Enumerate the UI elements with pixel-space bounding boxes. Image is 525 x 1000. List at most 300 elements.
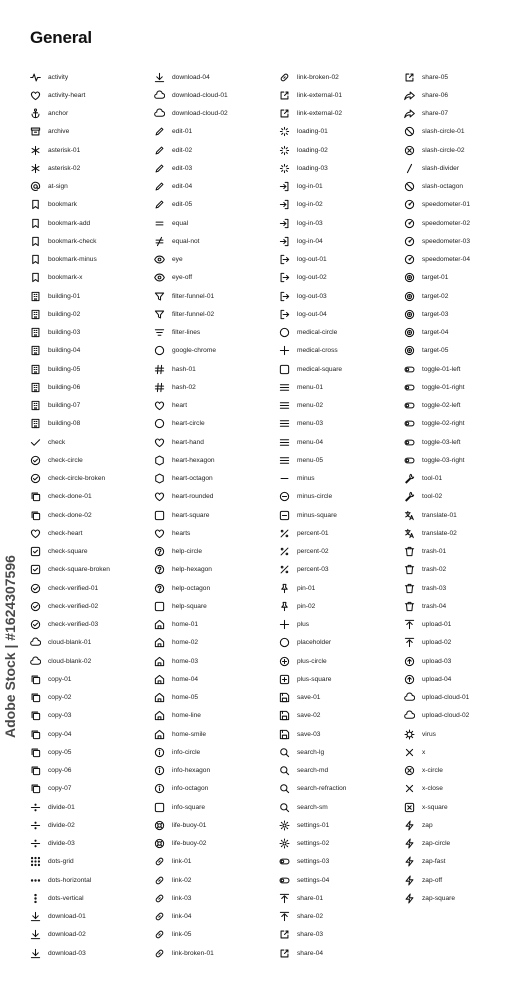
upload-circle-icon [404,674,415,685]
divide-icon [30,802,41,813]
plus-icon [279,345,290,356]
icon-entry [279,670,405,688]
icon-label: link-broken-01 [172,949,214,957]
help-icon [154,583,165,594]
buoy-icon [154,820,165,831]
icon-entry [30,232,156,250]
icon-entry [30,670,156,688]
link-icon [154,856,165,867]
home-icon [154,674,165,685]
activity-icon [30,72,41,83]
slash-circle-icon [404,181,415,192]
icon-entry [30,616,156,634]
square-icon [154,510,165,521]
icon-entry [404,269,525,287]
icon-label: target-04 [422,329,449,337]
icon-label: download-02 [48,931,86,939]
icon-label: speedometer-03 [422,237,471,245]
buoy-icon [154,838,165,849]
icon-label: check-verified-01 [48,584,99,592]
icon-label: life-buoy-01 [172,821,207,829]
icon-label: target-03 [422,310,449,318]
toggle-icon [279,875,290,886]
icon-entry [154,689,280,707]
icon-entry [404,324,525,342]
icon-entry [279,889,405,907]
building-icon [30,364,41,375]
minus-square-icon [279,510,290,521]
icon-label: tool-02 [422,493,443,501]
copy-icon [30,510,41,521]
percent-icon [279,528,290,539]
icon-entry [30,141,156,159]
icon-label: settings-03 [297,858,330,866]
icon-entry [279,543,405,561]
icon-entry [154,743,280,761]
icon-label: translate-02 [422,529,457,537]
icon-label: menu-01 [297,383,324,391]
icon-label: log-out-02 [297,274,327,282]
icon-entry [154,159,280,177]
search-icon [279,747,290,758]
icon-label: share-01 [297,894,324,902]
icon-column-2 [154,68,280,962]
icon-entry [279,506,405,524]
icon-entry [154,415,280,433]
icon-label: help-square [172,602,207,610]
icon-entry [404,816,525,834]
icon-entry [404,725,525,743]
icon-entry [154,725,280,743]
icon-label: zap-square [422,894,455,902]
icon-entry [30,689,156,707]
circle-icon [154,345,165,356]
icon-label: share-04 [297,949,324,957]
icon-label: search-sm [297,803,328,811]
translate-icon [404,510,415,521]
equal-not-icon [154,236,165,247]
icon-entry [30,506,156,524]
icon-entry [30,798,156,816]
trash-icon [404,601,415,612]
icon-label: trash-03 [422,584,447,592]
icon-label: target-05 [422,347,449,355]
icon-label: check-done-01 [48,493,92,501]
icon-label: link-04 [172,913,192,921]
icon-label: translate-01 [422,511,457,519]
equal-icon [154,218,165,229]
icon-label: copy-01 [48,675,72,683]
icon-entry [30,342,156,360]
icon-label: edit-05 [172,201,193,209]
upload-icon [279,911,290,922]
icon-label: speedometer-02 [422,219,471,227]
icon-entry [404,871,525,889]
icon-entry [404,616,525,634]
icon-label: bookmark-add [48,219,91,227]
x-icon [404,747,415,758]
minus-icon [279,473,290,484]
link-icon [279,72,290,83]
icon-entry [279,488,405,506]
icon-entry [279,305,405,323]
pencil-icon [154,126,165,137]
icon-label: check [48,438,66,446]
icon-entry [154,707,280,725]
icon-entry [154,944,280,962]
icon-label: info-circle [172,748,201,756]
icon-entry [154,68,280,86]
icon-entry [404,798,525,816]
icon-label: dots-horizontal [48,876,92,884]
icon-entry [279,196,405,214]
icon-entry [154,342,280,360]
dots-v-icon [30,893,41,904]
icon-label: heart-octagon [172,475,213,483]
icon-label: bookmark-check [48,237,97,245]
icon-entry [279,579,405,597]
icon-entry [404,415,525,433]
speed-icon [404,254,415,265]
icon-label: at-sign [48,183,68,191]
help-icon [154,564,165,575]
percent-icon [279,546,290,557]
home-icon [154,710,165,721]
icon-label: medical-circle [297,329,338,337]
icon-entry [154,196,280,214]
icon-label: cloud-blank-02 [48,657,92,665]
icon-label: log-in-01 [297,183,323,191]
icon-entry [154,561,280,579]
icon-entry [404,853,525,871]
icon-entry [404,743,525,761]
icon-entry [404,597,525,615]
share-icon [404,90,415,101]
icon-label: x-close [422,785,443,793]
icon-label: edit-03 [172,164,193,172]
icon-entry [279,269,405,287]
icon-label: home-smile [172,730,207,738]
building-icon [30,309,41,320]
icon-label: divide-01 [48,803,75,811]
icon-label: heart-square [172,511,210,519]
zap-icon [404,820,415,831]
icon-label: upload-cloud-01 [422,694,470,702]
icon-label: link-external-02 [297,110,343,118]
bookmark-icon [30,218,41,229]
check-circle-icon [30,583,41,594]
icon-label: speedometer-01 [422,201,471,209]
icon-entry [30,707,156,725]
cloud-icon [30,637,41,648]
icon-label: log-in-03 [297,219,323,227]
icon-label: zap-fast [422,858,446,866]
icon-entry [404,634,525,652]
icon-label: copy-04 [48,730,72,738]
icon-label: building-02 [48,310,81,318]
icon-entry [279,780,405,798]
icon-label: hash-02 [172,383,196,391]
save-icon [279,710,290,721]
copy-icon [30,765,41,776]
icon-entry [30,524,156,542]
building-icon [30,291,41,302]
icon-entry [404,652,525,670]
icon-entry [279,214,405,232]
check-circle-icon [30,601,41,612]
icon-entry [279,68,405,86]
icon-label: virus [422,730,436,738]
speed-icon [404,218,415,229]
icon-label: log-in-04 [297,237,323,245]
copy-icon [30,491,41,502]
icon-entry [30,378,156,396]
home-icon [154,729,165,740]
pin-icon [279,601,290,612]
icon-label: download-04 [172,73,210,81]
icon-entry [279,178,405,196]
icon-entry [279,86,405,104]
icon-entry [404,524,525,542]
icon-entry [279,853,405,871]
icon-label: save-01 [297,694,321,702]
icon-entry [30,944,156,962]
square-icon [154,802,165,813]
icon-label: google-chrome [172,347,216,355]
stock-watermark: Adobe Stock | #1624307596 [2,555,18,738]
icon-label: home-02 [172,639,199,647]
pencil-icon [154,199,165,210]
help-icon [154,546,165,557]
icon-label: minus [297,475,315,483]
x-square-icon [404,802,415,813]
copy-icon [30,783,41,794]
icon-label: slash-circle-01 [422,128,465,136]
icon-label: check-square-broken [48,566,110,574]
icon-entry [279,360,405,378]
icon-entry [30,488,156,506]
search-icon [279,802,290,813]
icon-entry [279,762,405,780]
icon-entry [279,378,405,396]
hexagon-icon [154,455,165,466]
icon-entry [279,743,405,761]
loading-icon [279,126,290,137]
icon-label: heart-circle [172,420,205,428]
icon-label: trash-04 [422,602,447,610]
translate-icon [404,528,415,539]
icon-label: copy-02 [48,694,72,702]
icon-entry [154,926,280,944]
icon-label: home-03 [172,657,199,665]
icon-label: save-03 [297,730,321,738]
icon-label: link-02 [172,876,192,884]
upload-icon [404,619,415,630]
menu-icon [279,400,290,411]
icon-entry [404,451,525,469]
icon-entry [154,488,280,506]
icon-label: trash-02 [422,566,447,574]
icon-entry [279,251,405,269]
target-icon [404,309,415,320]
icon-entry [154,470,280,488]
slash-circle-icon [404,126,415,137]
icon-label: toggle-02-right [422,420,465,428]
icon-entry [404,561,525,579]
icon-entry [279,689,405,707]
icon-entry [404,86,525,104]
divide-icon [30,820,41,831]
icon-entry [154,597,280,615]
asterisk-icon [30,163,41,174]
home-icon [154,619,165,630]
icon-label: toggle-02-left [422,402,461,410]
icon-label: share-03 [297,931,324,939]
icon-label: hearts [172,529,191,537]
icon-label: check-circle-broken [48,475,106,483]
icon-entry [30,871,156,889]
icon-label: heart [172,402,188,410]
icon-entry [30,652,156,670]
check-icon [30,437,41,448]
zap-icon [404,838,415,849]
icon-entry [279,141,405,159]
icon-label: download-01 [48,913,86,921]
icon-entry [154,178,280,196]
icon-label: upload-04 [422,675,452,683]
icon-label: eye-off [172,274,193,282]
zap-icon [404,856,415,867]
icon-label: edit-02 [172,146,193,154]
icon-label: share-07 [422,110,449,118]
link-icon [154,875,165,886]
link-icon [154,911,165,922]
icon-label: loading-01 [297,128,328,136]
share-icon [404,108,415,119]
icon-entry [279,871,405,889]
dots-h-icon [30,875,41,886]
loading-icon [279,163,290,174]
log-out-icon [279,291,290,302]
icon-label: percent-01 [297,529,329,537]
icon-label: check-verified-02 [48,602,99,610]
archive-icon [30,126,41,137]
dots-grid-icon [30,856,41,867]
icon-label: upload-02 [422,639,452,647]
icon-label: edit-01 [172,128,193,136]
eye-icon [154,254,165,265]
target-icon [404,291,415,302]
icon-label: equal-not [172,237,200,245]
download-icon [30,929,41,940]
icon-entry [154,269,280,287]
icon-entry [30,196,156,214]
page-title: General [30,28,92,47]
heart-icon [154,528,165,539]
circle-icon [279,327,290,338]
icon-entry [404,251,525,269]
check-circle-icon [30,455,41,466]
icon-entry [279,524,405,542]
icon-entry [154,287,280,305]
icon-label: share-06 [422,91,449,99]
info-icon [154,783,165,794]
icon-label: upload-01 [422,621,452,629]
icon-entry [154,232,280,250]
icon-label: link-external-01 [297,91,343,99]
icon-entry [30,743,156,761]
icon-label: percent-02 [297,548,329,556]
icon-label: target-01 [422,274,449,282]
icon-entry [279,159,405,177]
trash-icon [404,546,415,557]
icon-label: zap-off [422,876,443,884]
icon-column-4 [404,68,525,908]
icon-entry [30,178,156,196]
menu-icon [279,455,290,466]
icon-entry [30,433,156,451]
icon-label: bookmark-minus [48,256,97,264]
icon-entry [404,433,525,451]
x-circle-icon [404,765,415,776]
toggle-icon [404,455,415,466]
icon-entry [279,415,405,433]
info-icon [154,747,165,758]
funnel-icon [154,309,165,320]
icon-label: log-out-04 [297,310,327,318]
icon-label: copy-05 [48,748,72,756]
link-icon [154,893,165,904]
icon-label: heart-hexagon [172,456,215,464]
icon-label: slash-divider [422,164,460,172]
icon-entry [279,707,405,725]
icon-entry [30,725,156,743]
copy-icon [30,729,41,740]
home-icon [154,656,165,667]
icon-entry [30,68,156,86]
speed-icon [404,199,415,210]
icon-entry [154,86,280,104]
icon-label: loading-03 [297,164,328,172]
icon-label: menu-04 [297,438,324,446]
icon-entry [30,159,156,177]
icon-entry [30,451,156,469]
icon-label: check-heart [48,529,83,537]
icon-entry [404,397,525,415]
icon-entry [154,780,280,798]
icon-entry [279,616,405,634]
icon-entry [279,342,405,360]
asterisk-icon [30,145,41,156]
icon-label: pin-01 [297,584,316,592]
icon-entry [404,835,525,853]
copy-icon [30,747,41,758]
eye-icon [154,272,165,283]
icon-label: placeholder [297,639,332,647]
pencil-icon [154,163,165,174]
icon-entry [154,853,280,871]
home-icon [154,637,165,648]
icon-label: minus-square [297,511,337,519]
icon-entry [30,324,156,342]
icon-entry [404,506,525,524]
icon-label: divide-02 [48,821,75,829]
icon-label: heart-hand [172,438,204,446]
icon-entry [154,524,280,542]
icon-entry [30,926,156,944]
icon-entry [30,415,156,433]
icon-label: download-03 [48,949,86,957]
